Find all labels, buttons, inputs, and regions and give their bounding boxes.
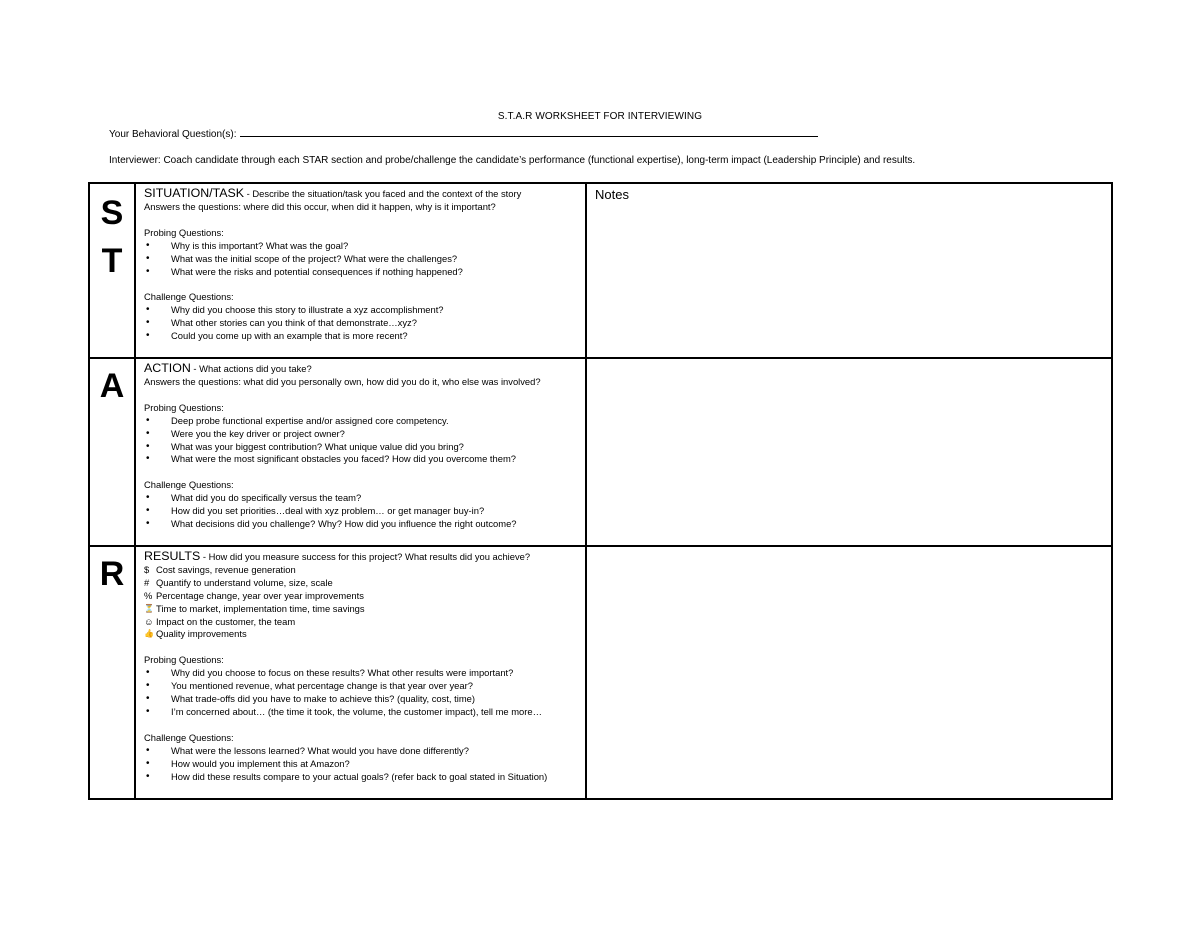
st-probing-list [144,240,585,279]
r-heading: RESULTS [144,549,201,563]
a-probing-list [144,415,585,467]
r-challenge-list [144,745,585,784]
list-item: • What was your biggest contribution? What unique value did you bring? [144,441,585,454]
list-item: • Why did you choose to focus on these results? What other results were important? [144,667,585,680]
hash-icon: # [144,576,150,588]
st-row [89,183,1112,358]
list-item: • Why is this important? What was the goal? [144,240,585,253]
metric-row [144,628,585,641]
list-item: • You mentioned revenue, what percentage change is that year over year? [144,680,585,693]
interviewer-instructions: Interviewer: Coach candidate through each STAR section and probe/challenge the candidate’s performance (functional expertise), long-term impact (Leadership Principle) and results. [109,155,916,166]
r-row [89,546,1112,799]
a-probing-label: Probing Questions: [144,401,224,413]
list-item: • What were the lessons learned? What would you have done differently? [144,745,585,758]
r-heading-desc: - How did you measure success for this project? What results did you achieve? [200,551,531,562]
list-item: • Could you come up with an example that is more recent? [144,330,585,343]
list-item: • What other stories can you think of that demonstrate…xyz? [144,317,585,330]
st-heading-line [144,187,585,201]
metric-row [144,564,585,577]
behavioral-question-line [109,126,818,140]
a-challenge-label: Challenge Questions: [144,479,234,491]
letter-t: T [101,242,123,280]
letter-s: S [100,194,124,232]
a-challenge-list [144,492,585,531]
list-item: • Why did you choose this story to illustrate a xyz accomplishment? [144,304,585,317]
r-probing-list [144,667,585,719]
smiley-icon: ☺ [144,615,154,627]
a-letter-cell [89,358,135,546]
metric-row [144,590,585,603]
st-heading: SITUATION/TASK [144,186,245,200]
worksheet-title: S.T.A.R WORKSHEET FOR INTERVIEWING [497,111,703,122]
st-challenge-label: Challenge Questions: [144,291,234,303]
a-heading-line [144,362,585,376]
r-challenge-label: Challenge Questions: [144,731,234,743]
metric-text: Quality improvements [156,628,247,640]
hourglass-icon: ⏳ [144,603,154,613]
st-probing-label: Probing Questions: [144,226,224,238]
r-content [135,546,586,799]
list-item: • How would you implement this at Amazon? [144,758,585,771]
list-item: • Deep probe functional expertise and/or assigned core competency. [144,415,585,428]
a-answers: Answers the questions: what did you personally own, how did you do it, who else was involved? [144,375,541,387]
thumbs-up-icon: 👍 [144,629,154,639]
a-row [89,358,1112,546]
a-heading-desc: - What actions did you take? [190,363,312,374]
metric-text: Impact on the customer, the team [156,615,296,627]
st-answers: Answers the questions: where did this occur, when did it happen, why is it important? [144,200,496,212]
notes-cell-st[interactable] [586,183,1112,358]
metric-row [144,616,585,629]
metric-text: Time to market, implementation time, time savings [156,602,365,614]
r-letter-cell [89,546,135,799]
letter-r: R [99,555,125,593]
letter-a: A [99,367,125,405]
list-item: • How did you set priorities…deal with xyz problem… or get manager buy-in? [144,505,585,518]
metric-text: Quantify to understand volume, size, scale [156,576,333,588]
list-item: • What did you do specifically versus the team? [144,492,585,505]
dollar-icon: $ [144,563,150,575]
st-letter-cell [89,183,135,358]
a-heading: ACTION [144,361,191,375]
notes-cell-r[interactable] [586,546,1112,799]
metric-row [144,603,585,616]
st-content [135,183,586,358]
list-item: • What trade-offs did you have to make to achieve this? (quality, cost, time) [144,693,585,706]
list-item: • I’m concerned about… (the time it took, the volume, the customer impact), tell me more… [144,706,585,719]
r-probing-label: Probing Questions: [144,654,224,666]
st-heading-desc: - Describe the situation/task you faced and the context of the story [244,188,522,199]
a-content [135,358,586,546]
list-item: • What was the initial scope of the project? What were the challenges? [144,253,585,266]
percent-icon: % [144,589,153,601]
list-item: • What were the most significant obstacles you faced? How did you overcome them? [144,453,585,466]
r-heading-line [144,550,585,564]
list-item: • Were you the key driver or project owner? [144,428,585,441]
metric-text: Cost savings, revenue generation [156,563,296,575]
behavioral-question-blank[interactable] [240,126,818,137]
metric-row [144,577,585,590]
list-item: • What were the risks and potential consequences if nothing happened? [144,266,585,279]
star-table [88,182,1113,800]
list-item: • How did these results compare to your actual goals? (refer back to goal stated in Situation) [144,771,585,784]
st-challenge-list [144,304,585,343]
notes-label: Notes [595,187,629,202]
notes-cell-a[interactable] [586,358,1112,546]
behavioral-question-label: Your Behavioral Question(s): [109,129,237,140]
list-item: • What decisions did you challenge? Why? How did you influence the right outcome? [144,518,585,531]
metric-text: Percentage change, year over year improvements [156,589,364,601]
